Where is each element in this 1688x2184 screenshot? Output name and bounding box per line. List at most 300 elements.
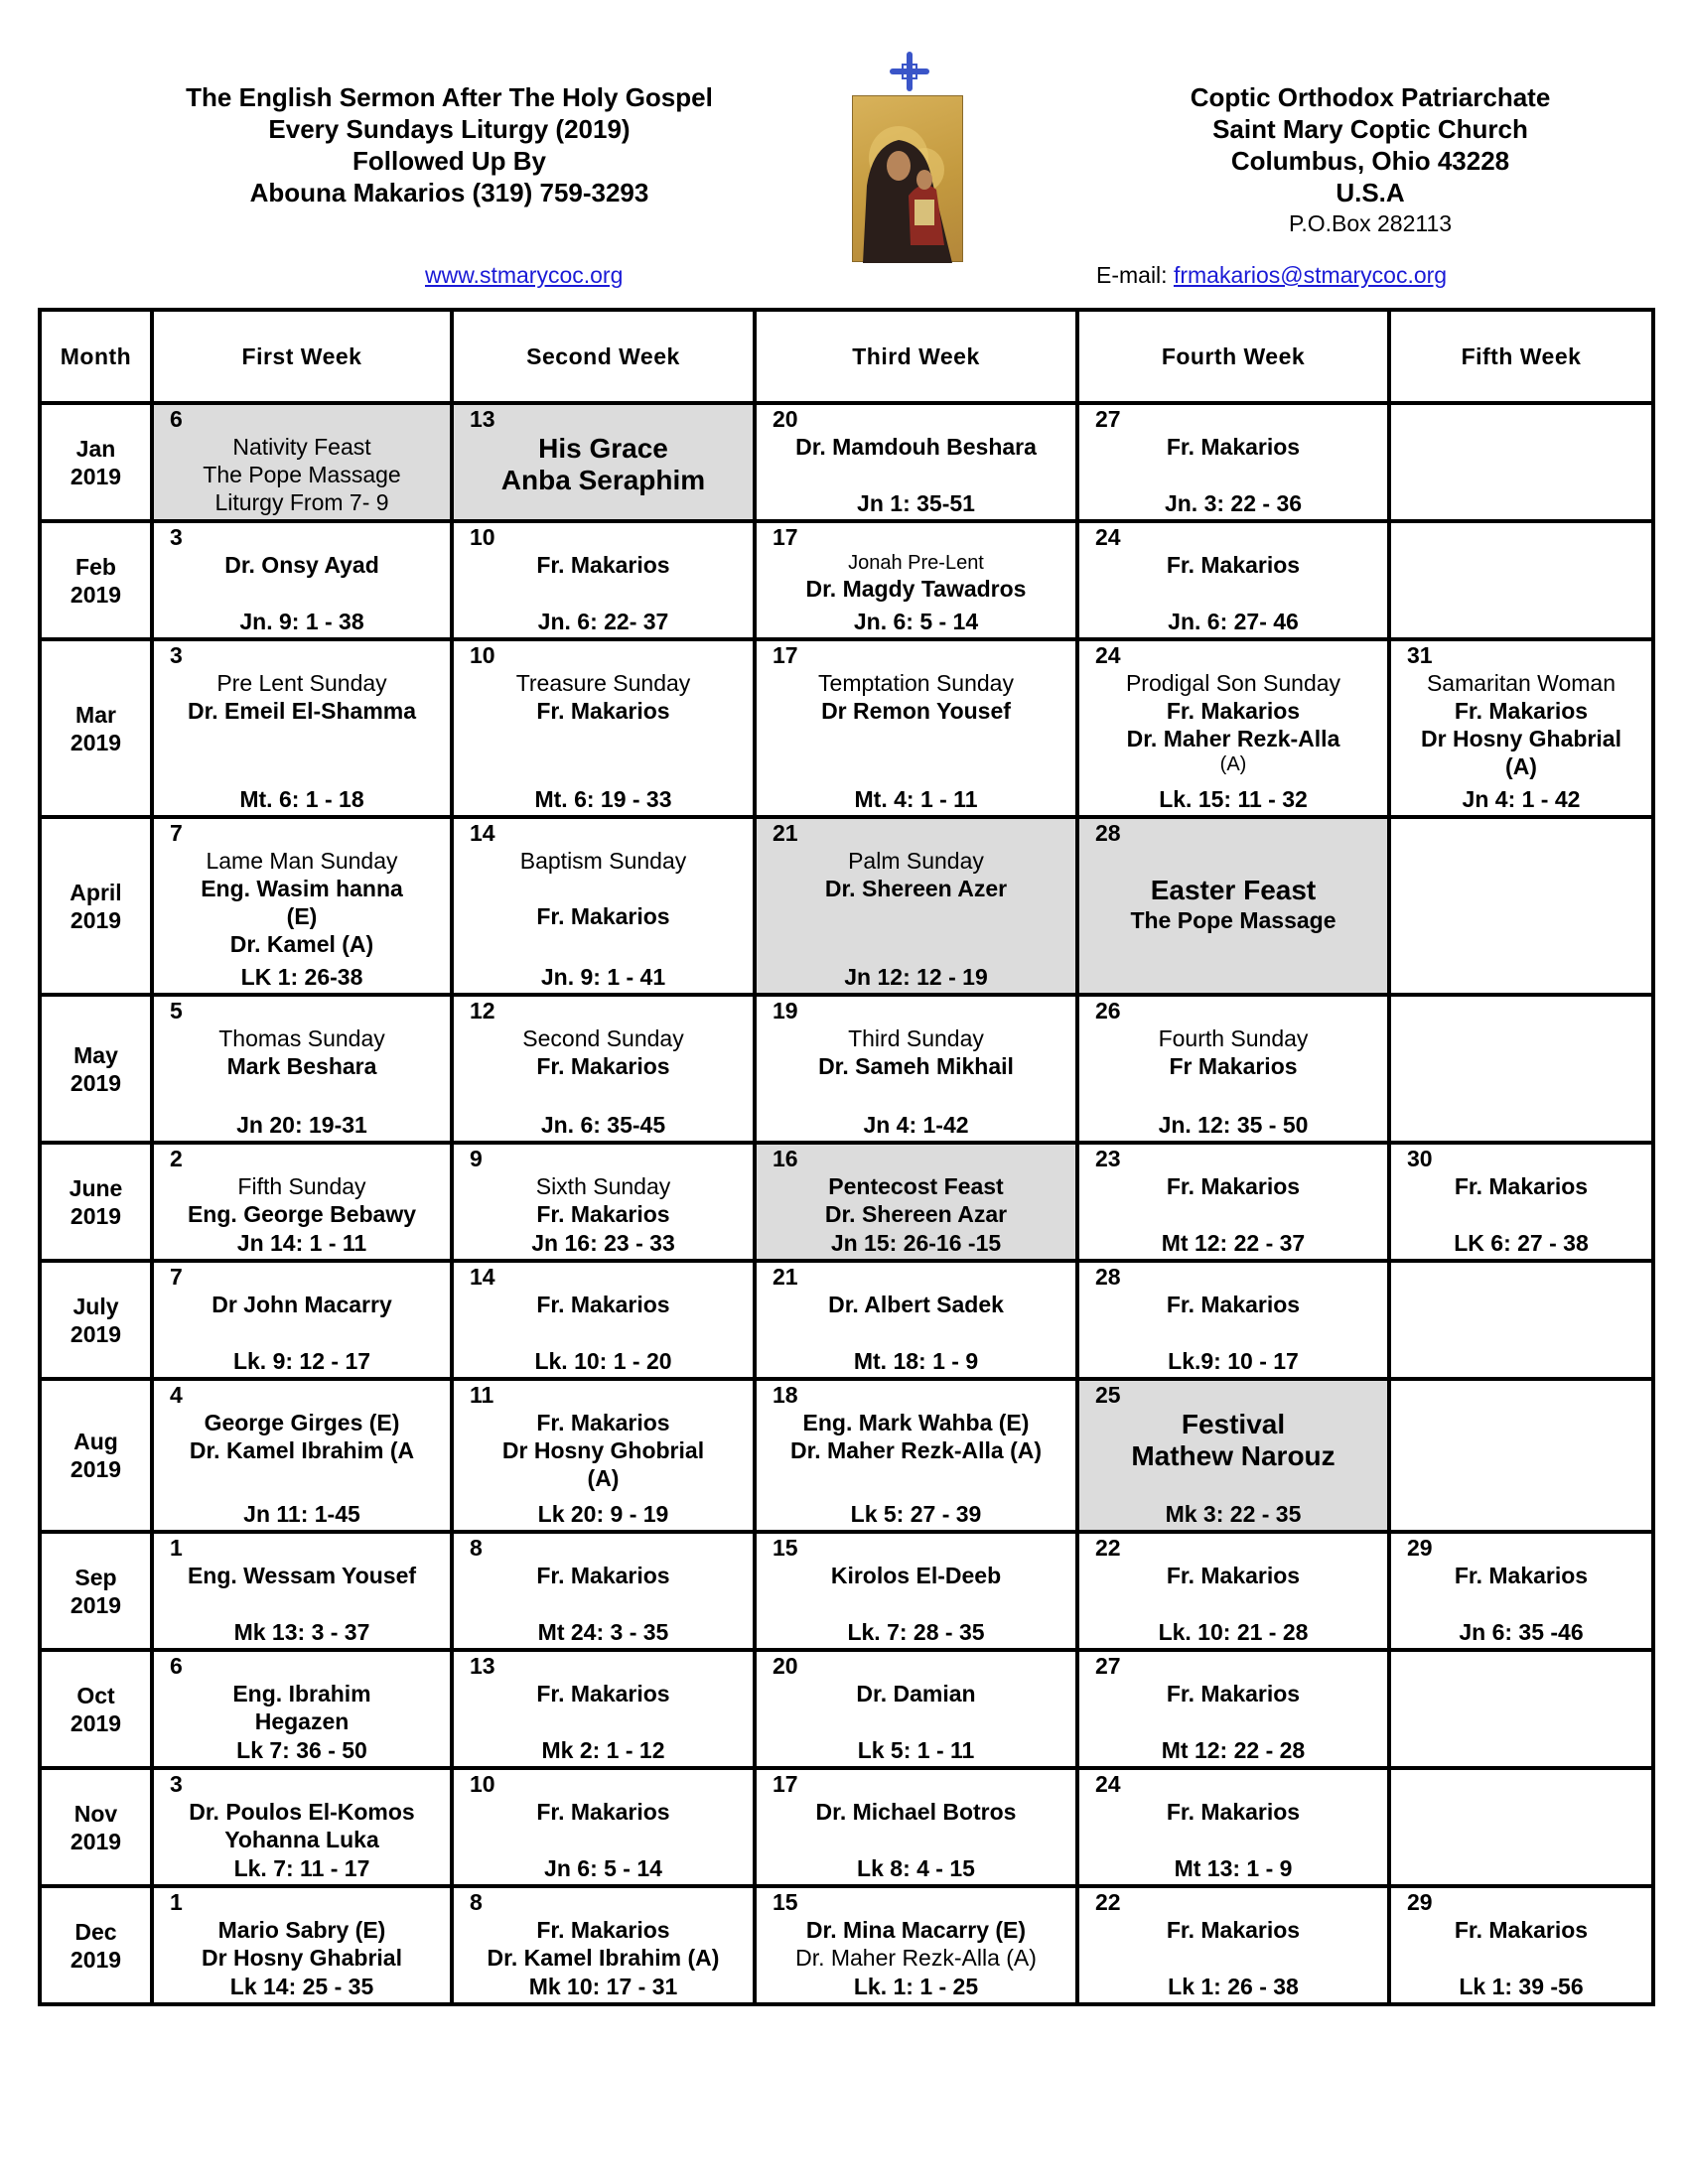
month-cell: [40, 995, 152, 1143]
day-number: 14: [470, 820, 495, 846]
gospel-reading: Lk 5: 27 - 39: [850, 1501, 982, 1527]
cell-text-line: Fr. Makarios: [1166, 1173, 1301, 1199]
cell-text-line: Treasure Sunday: [515, 670, 691, 696]
day-number: [1395, 523, 1647, 551]
cell-text-line: Kirolos El-Deeb: [830, 1563, 1002, 1588]
cell-text-line: (A): [587, 1465, 620, 1491]
cell-text-line: Dr. Poulos El-Komos: [189, 1799, 415, 1825]
cell-text-line: Mark Beshara: [226, 1053, 377, 1079]
gospel-reading: Mk 3: 22 - 35: [1165, 1501, 1302, 1527]
sunday-cell: [1077, 1768, 1389, 1886]
column-header: First Week: [152, 310, 452, 403]
cell-text-line: Eng. Wasim hanna: [201, 876, 403, 901]
gospel-reading: Jn. 6: 5 - 14: [853, 609, 979, 634]
table-body: [40, 403, 1653, 2004]
cell-text-line: Nativity Feast: [232, 434, 371, 460]
day-number: 25: [1095, 1382, 1121, 1408]
day-number: 1: [170, 1889, 183, 1915]
day-number: 24: [1095, 524, 1121, 550]
month-cell: [40, 1379, 152, 1532]
month-name: Sep: [74, 1564, 117, 1590]
email-label: E-mail:: [1096, 262, 1168, 288]
day-number: 24: [1095, 642, 1121, 668]
table-row: [40, 1768, 1653, 1886]
cell-text-line: Fr. Makarios: [536, 1799, 670, 1825]
sunday-cell: [755, 1532, 1077, 1650]
day-number: 19: [773, 998, 798, 1024]
sunday-cell: [452, 1768, 755, 1886]
table-row: [40, 1143, 1653, 1261]
cell-text-line: Fr. Makarios: [536, 903, 670, 929]
table-row: [40, 521, 1653, 639]
sunday-cell: [152, 995, 452, 1143]
website-link[interactable]: www.stmarycoc.org: [425, 262, 624, 288]
gospel-reading: Mt 13: 1 - 9: [1174, 1855, 1293, 1881]
column-header: Second Week: [452, 310, 755, 403]
cell-text-line: Fr. Makarios: [1454, 1917, 1589, 1943]
month-year: 2019: [70, 1946, 122, 1973]
gospel-reading: Jn 16: 23 - 33: [531, 1230, 675, 1256]
cell-text-line: Sixth Sunday: [535, 1173, 671, 1199]
sunday-cell: [1389, 817, 1653, 995]
gospel-reading: Lk 7: 36 - 50: [236, 1737, 367, 1763]
table-row: [40, 639, 1653, 817]
cell-text-line: Dr. Maher Rezk-Alla (A): [789, 1437, 1043, 1463]
day-number: 22: [1095, 1889, 1121, 1915]
day-number: 17: [773, 1771, 798, 1797]
table-row: [40, 1532, 1653, 1650]
cell-text-line: Dr. Sameh Mikhail: [818, 1053, 1014, 1079]
gospel-reading: Jn. 6: 35-45: [540, 1112, 666, 1138]
cell-text-line: Fifth Sunday: [237, 1173, 366, 1199]
day-number: 5: [170, 998, 183, 1024]
month-name: Feb: [75, 553, 116, 580]
sunday-cell: [1077, 1650, 1389, 1768]
header-right: [1092, 81, 1648, 238]
month-name: June: [69, 1174, 123, 1201]
virgin-mary-icon: [852, 95, 963, 262]
cell-text-line: Fr. Makarios: [536, 552, 670, 578]
sunday-cell: [1077, 1886, 1389, 2004]
cell-text-line: Fr. Makarios: [536, 698, 670, 724]
sunday-cell: [152, 817, 452, 995]
day-number: 3: [170, 1771, 183, 1797]
cell-text-line: Eng. George Bebawy: [187, 1201, 417, 1227]
month-name: Jan: [75, 435, 116, 462]
sunday-cell: [452, 521, 755, 639]
gospel-reading: Lk. 10: 1 - 20: [534, 1348, 672, 1374]
sunday-cell: [152, 1261, 452, 1379]
sunday-cell: [152, 1143, 452, 1261]
day-number: 9: [470, 1146, 483, 1171]
sunday-cell: [152, 639, 452, 817]
cell-text-line: Dr. Mina Macarry (E): [805, 1917, 1027, 1943]
cell-text-line: Samaritan Woman: [1426, 670, 1617, 696]
cell-text-line: (E): [286, 903, 318, 929]
sunday-cell: [452, 1650, 755, 1768]
sermon-schedule-table: [38, 308, 1655, 2006]
gospel-reading: Jn 4: 1 - 42: [1462, 786, 1581, 812]
gospel-reading: Lk. 7: 11 - 17: [233, 1855, 370, 1881]
church-country: U.S.A: [1336, 178, 1405, 207]
month-name: Mar: [75, 701, 116, 728]
cell-text-line: Fr. Makarios: [536, 1201, 670, 1227]
cell-text-line: Festival: [1181, 1409, 1286, 1439]
sunday-cell: [1389, 1650, 1653, 1768]
gospel-reading: Jn 4: 1-42: [863, 1112, 969, 1138]
day-number: 7: [170, 1264, 183, 1290]
sunday-cell: [1077, 995, 1389, 1143]
sunday-cell: [1389, 1768, 1653, 1886]
month-cell: [40, 403, 152, 521]
gospel-reading: Jn 15: 26-16 -15: [830, 1230, 1002, 1256]
cell-text-line: Yohanna Luka: [224, 1827, 379, 1852]
cell-text-line: Dr. Maher Rezk-Alla (A): [795, 1945, 1037, 1971]
cell-text-line: Fr. Makarios: [1166, 1799, 1301, 1825]
gospel-reading: Lk 1: 26 - 38: [1168, 1974, 1299, 1999]
cell-text-line: Dr John Macarry: [211, 1292, 392, 1317]
cell-text-line: Fr. Makarios: [1454, 1173, 1589, 1199]
cell-text-line: Fr. Makarios: [536, 1410, 670, 1435]
cell-text-line: His Grace: [538, 433, 668, 464]
header-contact: Abouna Makarios (319) 759-3293: [249, 178, 649, 207]
cell-text-line: (A): [1505, 753, 1537, 779]
cell-text-line: Fr. Makarios: [1166, 1292, 1301, 1317]
cell-text-line: Fr. Makarios: [536, 1563, 670, 1588]
header-title: The English Sermon After The Holy Gospel: [186, 82, 713, 112]
cell-text-line: Dr Remon Yousef: [821, 698, 1011, 724]
day-number: 13: [470, 1653, 495, 1679]
cell-text-line: Dr. Kamel Ibrahim (A: [189, 1437, 415, 1463]
sunday-cell: [152, 1379, 452, 1532]
cell-text-line: Dr. Maher Rezk-Alla: [1126, 726, 1340, 751]
cell-text-line: Fr. Makarios: [1166, 1681, 1301, 1706]
cell-text-line: Fr. Makarios: [536, 1292, 670, 1317]
cell-text-line: Dr. Albert Sadek: [828, 1292, 1004, 1317]
cell-text-line: Fr. Makarios: [1454, 698, 1589, 724]
month-cell: [40, 639, 152, 817]
day-number: 10: [470, 1771, 495, 1797]
cell-text-line: Second Sunday: [522, 1025, 684, 1051]
cell-text-line: Eng. Mark Wahba (E): [802, 1410, 1030, 1435]
day-number: [1395, 1381, 1647, 1409]
sunday-cell: [452, 1143, 755, 1261]
month-year: 2019: [70, 463, 122, 489]
table-row: [40, 403, 1653, 521]
gospel-reading: Lk.9: 10 - 17: [1168, 1348, 1299, 1374]
gospel-reading: Mt. 4: 1 - 11: [854, 786, 978, 812]
cell-text-line: Fr. Makarios: [536, 1053, 670, 1079]
table-header-row: [40, 310, 1653, 403]
gospel-reading: Lk. 1: 1 - 25: [853, 1974, 979, 1999]
cell-text-line: Fr Makarios: [1169, 1053, 1298, 1079]
sunday-cell: [452, 1379, 755, 1532]
day-number: 20: [773, 406, 798, 432]
sunday-cell: [755, 1261, 1077, 1379]
gospel-reading: Jn. 3: 22 - 36: [1164, 490, 1303, 516]
day-number: [1395, 1652, 1647, 1680]
church-pobox: P.O.Box 282113: [1288, 210, 1453, 236]
cell-text-line: Jonah Pre-Lent: [848, 552, 984, 574]
day-number: 27: [1095, 1653, 1121, 1679]
day-number: 23: [1095, 1146, 1121, 1171]
gospel-reading: Mk 10: 17 - 31: [528, 1974, 678, 1999]
day-number: 1: [170, 1535, 183, 1561]
gospel-reading: Jn 1: 35-51: [857, 490, 975, 516]
sunday-cell: [452, 995, 755, 1143]
cell-text-line: Lame Man Sunday: [206, 848, 398, 874]
month-cell: [40, 521, 152, 639]
cell-text-line: Fr. Makarios: [1454, 1563, 1589, 1588]
day-number: [1395, 1263, 1647, 1291]
month-year: 2019: [70, 1320, 122, 1347]
gospel-reading: Jn 14: 1 - 11: [236, 1230, 367, 1256]
day-number: 8: [470, 1889, 483, 1915]
cell-text-line: Dr. Shereen Azar: [824, 1201, 1008, 1227]
sunday-cell: [1389, 1379, 1653, 1532]
gospel-reading: Mk 13: 3 - 37: [233, 1619, 370, 1645]
cell-text-line: Palm Sunday: [848, 848, 984, 874]
sunday-cell: [1389, 1886, 1653, 2004]
sunday-cell: [152, 1650, 452, 1768]
gospel-reading: LK 6: 27 - 38: [1454, 1230, 1589, 1256]
cell-text-line: Dr. Michael Botros: [815, 1799, 1017, 1825]
cell-text-line: Easter Feast: [1150, 875, 1317, 905]
cell-text-line: Liturgy From 7- 9: [214, 489, 389, 515]
day-number: 4: [170, 1382, 183, 1408]
gospel-reading: Jn. 6: 27- 46: [1168, 609, 1299, 634]
month-cell: [40, 1650, 152, 1768]
table-row: [40, 817, 1653, 995]
sunday-cell: [755, 817, 1077, 995]
sunday-cell: [452, 1886, 755, 2004]
day-number: [1395, 819, 1647, 847]
day-number: 6: [170, 1653, 183, 1679]
month-name: Aug: [73, 1429, 118, 1454]
email-line: [1096, 262, 1447, 289]
day-number: 31: [1407, 642, 1433, 668]
church-icon-image: [852, 52, 963, 262]
cell-text-line: Fr. Makarios: [1166, 1917, 1301, 1943]
day-number: 11: [470, 1382, 494, 1408]
day-number: 27: [1095, 406, 1121, 432]
sunday-cell: [152, 521, 452, 639]
cell-text-line: Hegazen: [254, 1708, 350, 1734]
gospel-reading: Jn. 9: 1 - 41: [540, 964, 666, 990]
gospel-reading: Mk 2: 1 - 12: [541, 1737, 665, 1763]
sunday-cell: [755, 1379, 1077, 1532]
day-number: 13: [470, 406, 495, 432]
gospel-reading: Jn 12: 12 - 19: [844, 964, 988, 990]
day-number: 29: [1407, 1889, 1433, 1915]
day-number: 15: [773, 1535, 798, 1561]
sunday-cell: [755, 521, 1077, 639]
cell-text-line: Fr. Makarios: [536, 1681, 670, 1706]
month-year: 2019: [70, 581, 122, 608]
sunday-cell: [1077, 1143, 1389, 1261]
sunday-cell: [1077, 403, 1389, 521]
coptic-cross-icon: [890, 52, 929, 91]
cell-text-line: Dr Hosny Ghabrial: [202, 1945, 402, 1971]
gospel-reading: Jn 6: 35 -46: [1459, 1619, 1584, 1645]
cell-text-line: Mathew Narouz: [1131, 1440, 1336, 1471]
month-year: 2019: [70, 729, 122, 755]
table-row: [40, 1886, 1653, 2004]
day-number: 29: [1407, 1535, 1433, 1561]
day-number: 22: [1095, 1535, 1121, 1561]
cell-text-line: [458, 875, 749, 902]
day-number: 28: [1095, 1264, 1121, 1290]
cell-text-line: Fr. Makarios: [1166, 698, 1301, 724]
sunday-cell: [1077, 817, 1389, 995]
day-number: 21: [773, 1264, 798, 1290]
day-number: 12: [470, 998, 495, 1024]
cell-text-line: The Pope Massage: [1130, 907, 1336, 933]
month-year: 2019: [70, 1591, 122, 1618]
sunday-cell: [452, 817, 755, 995]
day-number: 15: [773, 1889, 798, 1915]
cell-text-line: Eng. Ibrahim: [232, 1681, 371, 1706]
day-number: 2: [170, 1146, 183, 1171]
cell-text-line: Dr. Magdy Tawadros: [805, 576, 1027, 602]
day-number: 10: [470, 524, 495, 550]
month-name: Nov: [73, 1800, 118, 1827]
gospel-reading: Jn. 12: 35 - 50: [1158, 1112, 1309, 1138]
cell-text-line: Thomas Sunday: [218, 1025, 385, 1051]
gospel-reading: Mt 12: 22 - 28: [1161, 1737, 1306, 1763]
cell-text-line: Third Sunday: [848, 1025, 984, 1051]
cell-text-line: Fr. Makarios: [1166, 552, 1301, 578]
church-city: Columbus, Ohio 43228: [1230, 146, 1510, 176]
cell-text-line: [1083, 847, 1383, 875]
day-number: 14: [470, 1264, 495, 1290]
gospel-reading: Mt. 6: 1 - 18: [239, 786, 364, 812]
day-number: 7: [170, 820, 183, 846]
cell-text-line: Temptation Sunday: [818, 670, 1014, 696]
day-number: 8: [470, 1535, 483, 1561]
gospel-reading: Lk 5: 1 - 11: [857, 1737, 975, 1763]
sunday-cell: [452, 1532, 755, 1650]
sunday-cell: [1077, 1379, 1389, 1532]
cell-text-line: Fr. Makarios: [1166, 434, 1301, 460]
day-number: 21: [773, 820, 798, 846]
gospel-reading: Lk. 15: 11 - 32: [1159, 786, 1308, 812]
sunday-cell: [1389, 1143, 1653, 1261]
cell-text-line: Dr. Onsy Ayad: [224, 552, 379, 578]
day-number: 20: [773, 1653, 798, 1679]
cell-text-line: Dr. Mamdouh Beshara: [795, 434, 1037, 460]
cell-text-line: George Girges (E): [204, 1410, 400, 1435]
day-number: 10: [470, 642, 495, 668]
cell-text-line: Baptism Sunday: [519, 848, 687, 874]
month-year: 2019: [70, 1828, 122, 1854]
sunday-cell: [152, 1532, 452, 1650]
gospel-reading: Jn 6: 5 - 14: [544, 1855, 662, 1881]
cell-text-line: Dr. Kamel (A): [229, 931, 374, 957]
month-year: 2019: [70, 1709, 122, 1736]
table-row: [40, 1261, 1653, 1379]
sunday-cell: [1077, 1532, 1389, 1650]
gospel-reading: Jn. 9: 1 - 38: [239, 609, 364, 634]
gospel-reading: Jn 20: 19-31: [236, 1112, 367, 1138]
email-link[interactable]: frmakarios@stmarycoc.org: [1173, 262, 1448, 288]
day-number: 26: [1095, 998, 1121, 1024]
header-subtitle: Every Sundays Liturgy (2019): [268, 114, 631, 144]
gospel-reading: Lk 8: 4 - 15: [857, 1855, 975, 1881]
day-number: 30: [1407, 1146, 1433, 1171]
gospel-reading: Lk 1: 39 -56: [1459, 1974, 1584, 1999]
month-cell: [40, 1532, 152, 1650]
header-followed-by: Followed Up By: [352, 146, 546, 176]
cell-text-line: Pentecost Feast: [828, 1173, 1004, 1199]
cell-text-line: Anba Seraphim: [500, 465, 706, 495]
month-year: 2019: [70, 906, 122, 933]
cell-text-line: Dr. Kamel Ibrahim (A): [487, 1945, 720, 1971]
sunday-cell: [755, 403, 1077, 521]
gospel-reading: LK 1: 26-38: [240, 964, 363, 990]
cell-text-line: Dr. Shereen Azer: [824, 876, 1008, 901]
sunday-cell: [755, 1650, 1077, 1768]
cell-text-line: Mario Sabry (E): [217, 1917, 386, 1943]
month-name: July: [72, 1293, 119, 1319]
sunday-cell: [755, 639, 1077, 817]
sunday-cell: [1077, 521, 1389, 639]
day-number: 24: [1095, 1771, 1121, 1797]
day-number: 17: [773, 642, 798, 668]
sunday-cell: [755, 1768, 1077, 1886]
day-number: [1395, 997, 1647, 1024]
cell-text-line: Fr. Makarios: [1166, 1563, 1301, 1588]
cell-text-line: Dr Hosny Ghabrial: [1421, 726, 1621, 751]
month-cell: [40, 1261, 152, 1379]
gospel-reading: Jn 11: 1-45: [243, 1501, 360, 1527]
month-name: Dec: [74, 1918, 117, 1945]
sunday-cell: [152, 1768, 452, 1886]
cell-text-line: Fourth Sunday: [1158, 1025, 1309, 1051]
cell-text-line: Fr. Makarios: [536, 1917, 670, 1943]
day-number: 6: [170, 406, 183, 432]
day-number: 18: [773, 1382, 798, 1408]
cell-text-line: Dr. Damian: [856, 1681, 976, 1706]
gospel-reading: Lk. 10: 21 - 28: [1158, 1619, 1309, 1645]
gospel-reading: Lk. 7: 28 - 35: [847, 1619, 985, 1645]
cell-text-line: Prodigal Son Sunday: [1125, 670, 1341, 696]
gospel-reading: Lk. 9: 12 - 17: [232, 1348, 371, 1374]
sunday-cell: [1389, 639, 1653, 817]
sunday-cell: [1389, 1261, 1653, 1379]
column-header: Third Week: [755, 310, 1077, 403]
sunday-cell: [755, 995, 1077, 1143]
column-header: Fourth Week: [1077, 310, 1389, 403]
sunday-cell: [452, 403, 755, 521]
sunday-cell: [452, 639, 755, 817]
month-name: May: [73, 1041, 118, 1068]
gospel-reading: Lk 20: 9 - 19: [537, 1501, 669, 1527]
day-number: [1395, 405, 1647, 433]
sunday-cell: [1389, 403, 1653, 521]
gospel-reading: Mt. 18: 1 - 9: [853, 1348, 979, 1374]
day-number: 3: [170, 524, 183, 550]
cell-text-line: Eng. Wessam Yousef: [187, 1563, 417, 1588]
month-name: April: [70, 879, 122, 905]
gospel-reading: Mt 12: 22 - 37: [1161, 1230, 1306, 1256]
sunday-cell: [755, 1886, 1077, 2004]
sunday-cell: [152, 1886, 452, 2004]
month-cell: [40, 817, 152, 995]
month-cell: [40, 1886, 152, 2004]
sunday-cell: [1389, 995, 1653, 1143]
sunday-cell: [152, 403, 452, 521]
